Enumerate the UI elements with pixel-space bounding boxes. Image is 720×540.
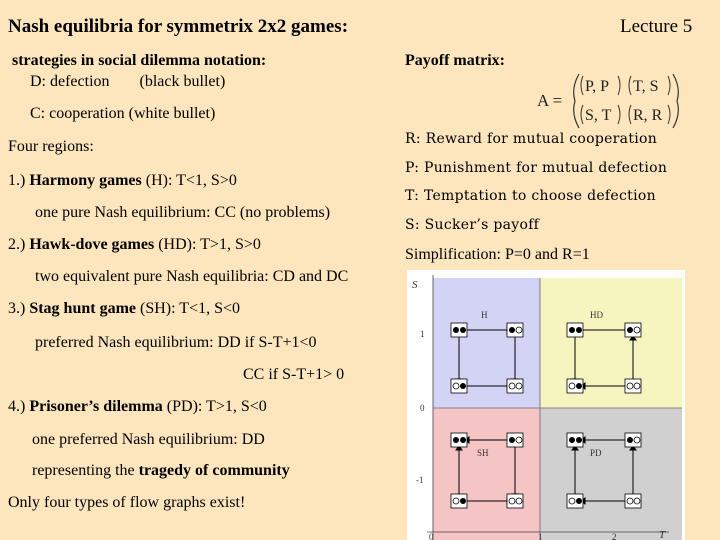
matrix-cell-22: R, R	[633, 107, 663, 124]
region-condition: (PD): T>1, S<0	[162, 398, 267, 415]
four-regions-heading: Four regions:	[8, 138, 94, 155]
payoff-matrix	[535, 70, 685, 132]
y-tick-0: 0	[420, 403, 425, 413]
tragedy-phrase: tragedy of community	[138, 462, 290, 479]
region-name: Prisoner’s dilemma	[29, 398, 163, 415]
node-sh-cd	[451, 494, 467, 508]
node-hd-dd	[567, 323, 583, 337]
region-name: Hawk-dove games	[29, 236, 155, 253]
x-tick-2: 2	[612, 532, 617, 540]
node-hd-cd	[567, 379, 583, 393]
region-hawk-dove	[8, 236, 261, 254]
matrix-cell-21: S, T	[585, 107, 612, 124]
region-condition: (H): T<1, S>0	[141, 172, 237, 189]
region-stag-hunt-desc: preferred Nash equilibrium: DD if S-T+1<0	[35, 334, 317, 351]
node-pd-dc	[625, 433, 641, 447]
region-number: 2.)	[8, 236, 26, 253]
region-hawk-dove-desc: two equivalent pure Nash equilibria: CD and DC	[35, 268, 349, 285]
definition-punishment: P: Punishment for mutual defection	[405, 160, 668, 176]
tragedy-prefix: representing the	[32, 462, 139, 479]
strategy-d-line	[30, 73, 225, 91]
y-tick-minus1: -1	[416, 475, 424, 485]
flow-graph-diagram	[407, 270, 685, 540]
slide-title: Nash equilibria for symmetrix 2x2 games:	[8, 16, 349, 37]
conclusion-text: Only four types of flow graphs exist!	[8, 494, 246, 511]
region-hd-label: HD	[590, 310, 603, 320]
node-sh-dc	[507, 433, 523, 447]
node-h-dd	[451, 323, 467, 337]
strategy-d-label: D: defection	[30, 73, 110, 90]
definition-reward: R: Reward for mutual cooperation	[405, 131, 658, 147]
region-condition: (HD): T>1, S>0	[154, 236, 261, 253]
region-stag-hunt	[8, 300, 240, 318]
matrix-cell-11: P, P	[585, 78, 610, 95]
node-pd-cd	[567, 494, 583, 508]
x-tick-1: 1	[538, 532, 543, 540]
y-tick-1: 1	[420, 329, 425, 339]
region-condition: (SH): T<1, S<0	[136, 300, 240, 317]
strategy-c-line: C: cooperation (white bullet)	[30, 105, 216, 122]
matrix-cell-12: T, S	[633, 78, 659, 95]
axis-t-label: T	[659, 529, 666, 540]
region-pd-desc-2	[32, 462, 290, 480]
region-h-label: H	[481, 310, 488, 320]
simplification-text: Simplification: P=0 and R=1	[405, 246, 590, 263]
region-name: Harmony games	[29, 172, 142, 189]
region-number: 1.)	[8, 172, 26, 189]
region-name: Stag hunt game	[29, 300, 137, 317]
region-sh-label: SH	[477, 448, 489, 458]
payoff-heading: Payoff matrix:	[405, 52, 505, 69]
region-pd-desc: one preferred Nash equilibrium: DD	[32, 431, 265, 448]
axis-s-label: S	[412, 279, 418, 291]
definition-temptation: T: Temptation to choose defection	[405, 188, 656, 204]
node-sh-dd	[451, 433, 467, 447]
region-h-fill	[433, 278, 540, 408]
matrix-left-bracket	[574, 74, 579, 128]
strategies-heading: strategies in social dilemma notation:	[12, 52, 267, 69]
node-hd-dc	[625, 323, 641, 337]
strategy-d-note: (black bullet)	[139, 73, 226, 90]
region-pd-label: PD	[590, 448, 602, 458]
node-h-cd	[451, 379, 467, 393]
region-prisoners-dilemma	[8, 398, 267, 416]
region-hd-fill	[540, 278, 682, 408]
region-number: 4.)	[8, 398, 26, 415]
node-h-cc	[507, 379, 523, 393]
matrix-right-bracket	[673, 74, 678, 128]
region-sh-fill	[433, 408, 540, 540]
region-stag-hunt-desc-2: CC if S-T+1> 0	[243, 366, 345, 383]
region-harmony-desc: one pure Nash equilibrium: CC (no problems)	[35, 204, 331, 221]
matrix-lhs: A =	[537, 91, 563, 110]
node-hd-cc	[625, 379, 641, 393]
lecture-label: Lecture 5	[620, 16, 693, 37]
node-h-dc	[507, 323, 523, 337]
region-pd-fill	[540, 408, 682, 540]
region-harmony	[8, 172, 237, 190]
region-number: 3.)	[8, 300, 26, 317]
node-sh-cc	[507, 494, 523, 508]
node-pd-cc	[625, 494, 641, 508]
x-tick-0: 0	[429, 532, 434, 540]
node-pd-dd	[567, 433, 583, 447]
definition-sucker: S: Sucker’s payoff	[405, 217, 540, 233]
